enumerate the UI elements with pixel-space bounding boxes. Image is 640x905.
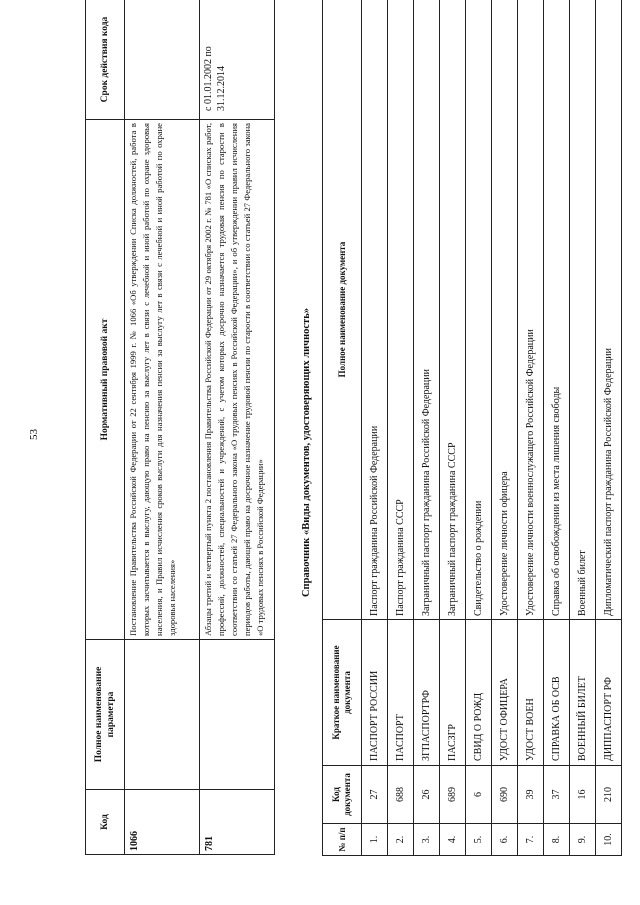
row-act: Абзацы третий и четвертый пункта 2 постановления Правительства Российской Федерации от 29 октября 2002 г. № 781 «О списках работ, профессий, должностей, специальностей и учреждений, с учетом которых досрочно назначается трудовая пенсия по старости в соответствии со статьей 27 Федерального закона «О трудовых пенсиях в Российской Федерации», и об утверждении правил исчисления периодов работы, дающей право на досрочное назначение трудовой пенсии по старости в соответствии со статьей 27 Федерального закона «О трудовых пенсиях в Российской Федерации»: [200, 120, 275, 640]
header-act: Нормативный правовой акт: [86, 120, 125, 640]
row-code: 1066: [125, 790, 200, 855]
row-num: 1.: [362, 824, 388, 856]
row-full-name: Свидетельство о рождении: [466, 0, 492, 620]
table-row: [596, 0, 622, 856]
row-doc-code: 689: [440, 766, 466, 824]
table-row: [518, 0, 544, 856]
table-row: [200, 0, 275, 855]
row-doc-code: 26: [414, 766, 440, 824]
row-doc-code: 37: [544, 766, 570, 824]
header-short-name: Краткое наименование документа: [323, 620, 362, 766]
page-number: 53: [28, 429, 40, 440]
header-full-name: Полное наименование документа: [323, 0, 362, 620]
row-num: 8.: [544, 824, 570, 856]
row-num: 10.: [596, 824, 622, 856]
row-short-name: СВИД О РОЖД: [466, 620, 492, 766]
header-validity: Срок действия кода: [86, 0, 125, 120]
row-full-name: Военный билет: [570, 0, 596, 620]
row-full-name: Паспорт гражданина Российской Федерации: [362, 0, 388, 620]
row-validity: [125, 0, 200, 120]
row-num: 2.: [388, 824, 414, 856]
row-short-name: ЗГПАСПОРТРФ: [414, 620, 440, 766]
row-param-name: [125, 640, 200, 790]
row-num: 6.: [492, 824, 518, 856]
table-row: [492, 0, 518, 856]
row-short-name: ДИППАСПОРТ РФ: [596, 620, 622, 766]
directory-title: Справочник «Виды документов, удостоверяющих личность»: [301, 307, 312, 598]
row-num: 5.: [466, 824, 492, 856]
header-doc-code: Код документа: [323, 766, 362, 824]
row-num: 7.: [518, 824, 544, 856]
row-short-name: ПАСПОРТ РОССИИ: [362, 620, 388, 766]
row-full-name: Справка об освобождении из места лишения свободы: [544, 0, 570, 620]
table-row: [414, 0, 440, 856]
row-full-name: Заграничный паспорт гражданина Российской Федерации: [414, 0, 440, 620]
row-doc-code: 39: [518, 766, 544, 824]
row-doc-code: 6: [466, 766, 492, 824]
row-full-name: Заграничный паспорт гражданина СССР: [440, 0, 466, 620]
table-row: [388, 0, 414, 856]
table-row: [570, 0, 596, 856]
table-row: [362, 0, 388, 856]
table-header-row: [323, 0, 362, 856]
table-row: [125, 0, 200, 855]
row-short-name: ПАСЗГР: [440, 620, 466, 766]
row-validity: с 01.01.2002 по 31.12.2014: [200, 0, 275, 120]
row-param-name: [200, 640, 275, 790]
row-short-name: УДОСТ ОФИЦЕРА: [492, 620, 518, 766]
row-full-name: Удостоверение личности военнослужащего Российской Федерации: [518, 0, 544, 620]
header-code: Код: [86, 790, 125, 855]
row-num: 3.: [414, 824, 440, 856]
row-doc-code: 16: [570, 766, 596, 824]
row-short-name: ВОЕННЫЙ БИЛЕТ: [570, 620, 596, 766]
row-num: 4.: [440, 824, 466, 856]
row-full-name: Дипломатический паспорт гражданина Российской Федерации: [596, 0, 622, 620]
row-doc-code: 688: [388, 766, 414, 824]
row-code: 781: [200, 790, 275, 855]
identity-documents-table: [322, 0, 622, 856]
table-row: [440, 0, 466, 856]
header-param-name: Полное наименование параметра: [86, 640, 125, 790]
row-act: Постановление Правительства Российской Федерации от 22 сентября 1999 г. № 1066 «Об утверждении Списка должностей, работа в которых засчитывается в выслугу, дающую право на пенсию за выслугу лет в связи с лечебной и иной работой по охране здоровья населения, и Правил исчисления сроков выслуги для назначения пенсии за выслугу лет в связи с лечебной и иной работой по охране здоровья населения»: [125, 120, 200, 640]
row-short-name: ПАСПОРТ: [388, 620, 414, 766]
row-num: 9.: [570, 824, 596, 856]
row-short-name: УДОСТ ВОЕН: [518, 620, 544, 766]
table-header-row: [86, 0, 125, 855]
table-row: [544, 0, 570, 856]
header-num: № п/п: [323, 824, 362, 856]
table-row: [466, 0, 492, 856]
row-doc-code: 210: [596, 766, 622, 824]
row-full-name: Удостоверение личности офицера: [492, 0, 518, 620]
row-short-name: СПРАВКА ОБ ОСВ: [544, 620, 570, 766]
row-doc-code: 27: [362, 766, 388, 824]
row-doc-code: 690: [492, 766, 518, 824]
normative-acts-table: [85, 0, 275, 855]
row-full-name: Паспорт гражданина СССР: [388, 0, 414, 620]
